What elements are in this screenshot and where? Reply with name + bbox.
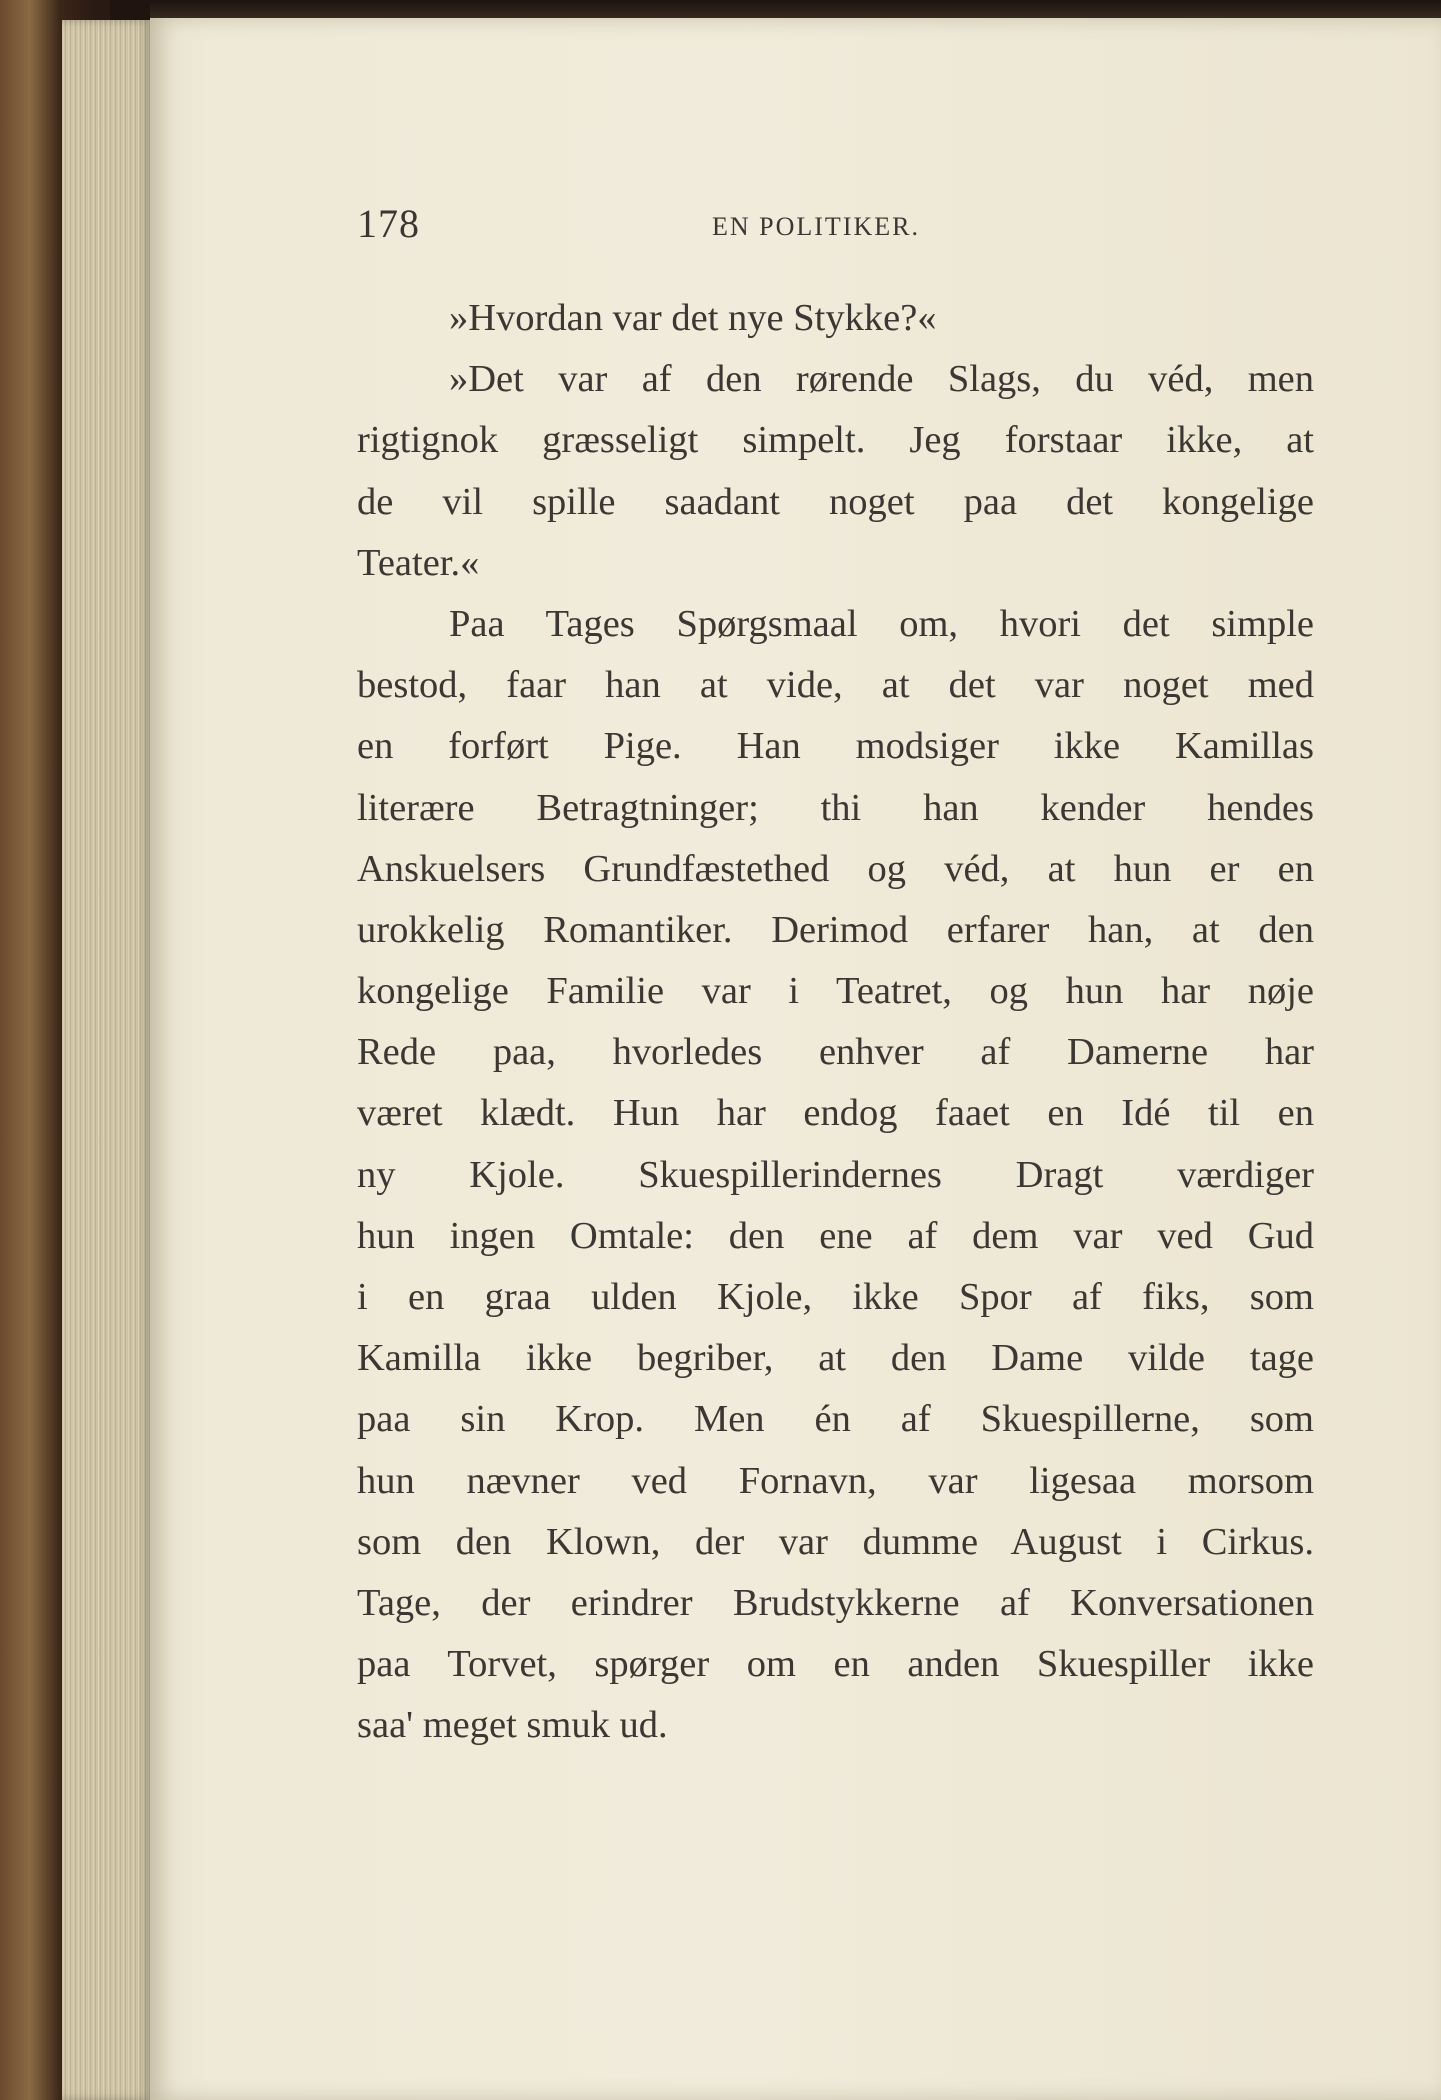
- text-line: Anskuelsers Grundfæstethed og véd, at hun er en: [357, 847, 1314, 890]
- text-line: de vil spille saadant noget paa det kongelige: [357, 480, 1314, 523]
- text-line: saa' meget smuk ud.: [357, 1704, 668, 1747]
- text-line: paa Torvet, spørger om en anden Skuespiller ikke: [357, 1643, 1314, 1686]
- text-line: Rede paa, hvorledes enhver af Damerne har: [357, 1031, 1314, 1074]
- text-line: paa sin Krop. Men én af Skuespillerne, som: [357, 1398, 1314, 1441]
- text-line: Teater.«: [357, 541, 480, 584]
- body-text: [357, 288, 1314, 1757]
- text-line: Paa Tages Spørgsmaal om, hvori det simple: [449, 602, 1314, 645]
- text-line: hun nævner ved Fornavn, var ligesaa morsom: [357, 1459, 1314, 1502]
- page-stack-edge: [62, 20, 152, 2100]
- text-line: »Det var af den rørende Slags, du véd, men: [449, 358, 1314, 401]
- text-line: som den Klown, der var dumme August i Cirkus.: [357, 1520, 1314, 1563]
- running-title: EN POLITIKER.: [712, 212, 920, 241]
- text-line: hun ingen Omtale: den ene af dem var ved Gud: [357, 1214, 1314, 1257]
- text-line: ny Kjole. Skuespillerindernes Dragt værdiger: [357, 1153, 1314, 1196]
- page-header: [357, 200, 1317, 260]
- text-line: været klædt. Hun har endog faaet en Idé til en: [357, 1092, 1314, 1135]
- text-line: en forført Pige. Han modsiger ikke Kamillas: [357, 725, 1314, 768]
- text-line: kongelige Familie var i Teatret, og hun har nøje: [357, 970, 1314, 1013]
- text-line: literære Betragtninger; thi han kender hendes: [357, 786, 1314, 829]
- text-line: Tage, der erindrer Brudstykkerne af Konversationen: [357, 1581, 1314, 1624]
- text-line: »Hvordan var det nye Stykke?«: [449, 297, 937, 339]
- text-line: urokkelig Romantiker. Derimod erfarer han, at den: [357, 908, 1314, 951]
- text-line: bestod, faar han at vide, at det var noget med: [357, 664, 1314, 707]
- top-shadow: [150, 0, 1441, 20]
- text-line: i en graa ulden Kjole, ikke Spor af fiks, som: [357, 1276, 1314, 1318]
- text-line: rigtignok græsseligt simpelt. Jeg forstaar ikke, at: [357, 419, 1314, 462]
- text-line: Kamilla ikke begriber, at den Dame vilde tage: [357, 1337, 1314, 1380]
- page-number: 178: [357, 201, 420, 246]
